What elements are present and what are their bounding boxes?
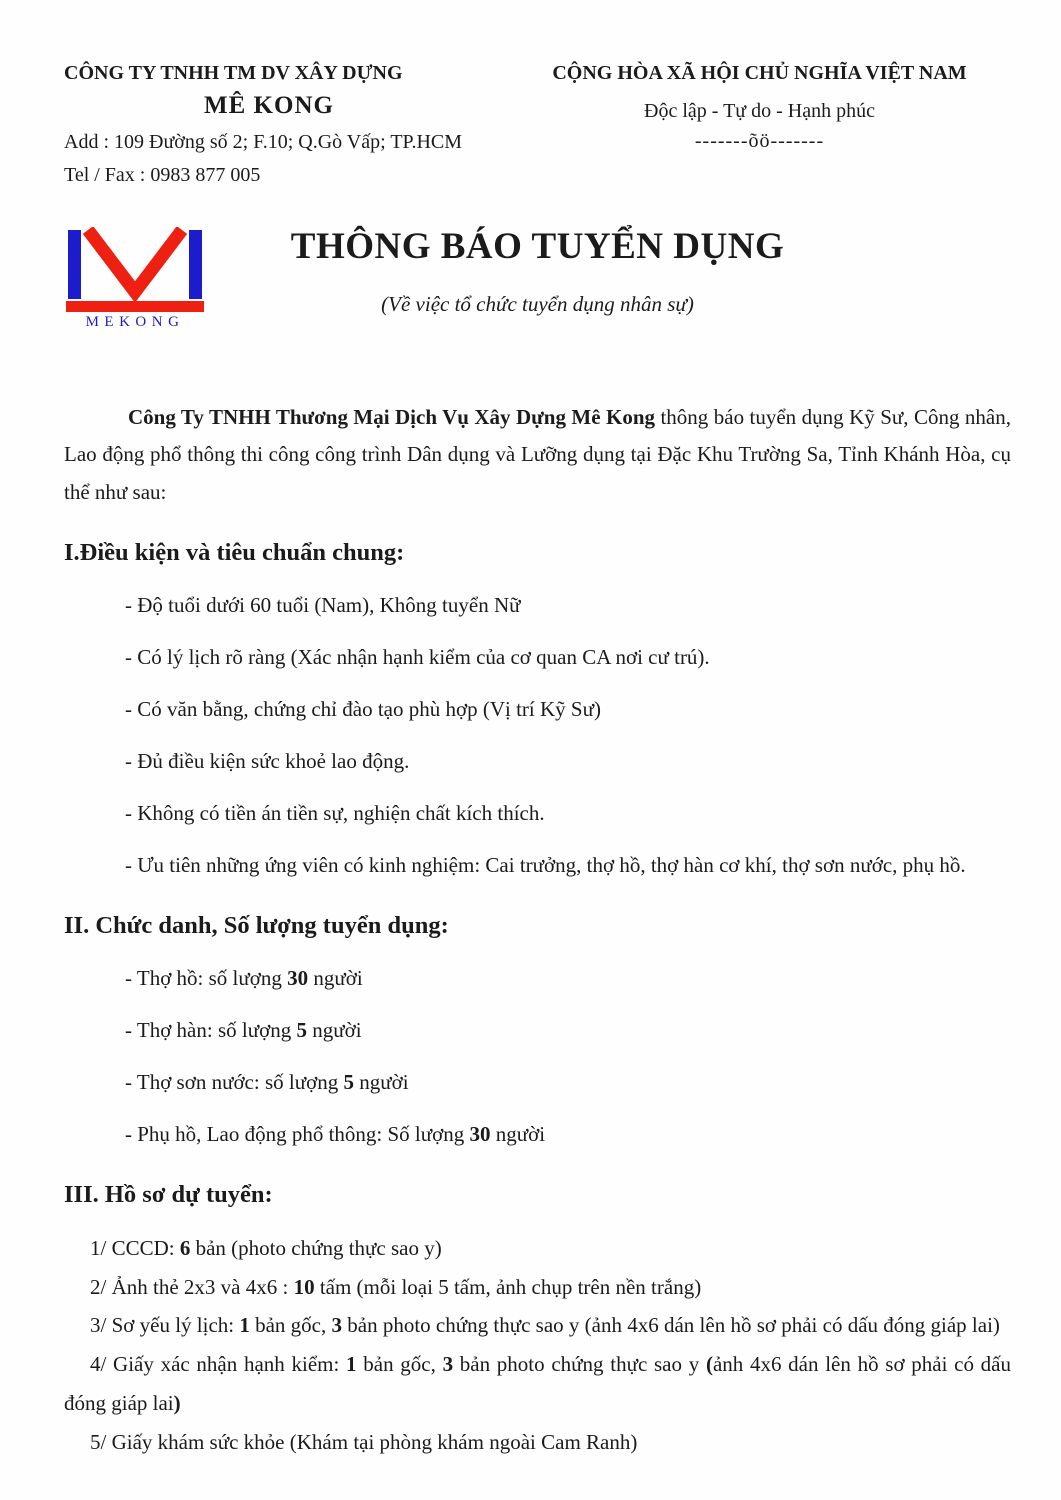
national-header: CỘNG HÒA XÃ HỘI CHỦ NGHĨA VIỆT NAM xyxy=(552,62,967,84)
logo-v-shape xyxy=(88,230,182,292)
document-list-item: 2/ Ảnh thẻ 2x3 và 4x6 : 10 tấm (mỗi loại 5 tấm, ảnh chụp trên nền trắng) xyxy=(90,1274,702,1299)
national-motto: Độc lập - Tự do - Hạnh phúc xyxy=(644,100,875,122)
bullet-item: - Phụ hồ, Lao động phổ thông: Số lượng 30 người xyxy=(125,1121,546,1146)
company-block xyxy=(64,62,474,187)
logo-base-bar xyxy=(66,301,204,312)
title-area xyxy=(64,225,1011,377)
company-tel-fax: Tel / Fax : 0983 877 005 xyxy=(64,164,261,186)
intro-company-bold: Công Ty TNHH Thương Mại Dịch Vụ Xây Dựng Mê Kong xyxy=(128,405,656,429)
section-heading-II: II. Chức danh, Số lượng tuyển dụng: xyxy=(64,911,449,939)
document-sections xyxy=(64,539,1011,1462)
bullet-item: - Có lý lịch rõ ràng (Xác nhận hạnh kiểm của cơ quan CA nơi cư trú). xyxy=(125,645,710,670)
logo-wordmark: MEKONG xyxy=(85,314,185,327)
document-list-item: 4/ Giấy xác nhận hạnh kiểm: 1 bản gốc, 3 bản photo chứng thực sao y (ảnh 4x6 dán lên hồ sơ phải có dấu đóng giáp lai) xyxy=(64,1352,1011,1416)
section-heading-I: I.Điều kiện và tiêu chuẩn chung: xyxy=(64,539,405,567)
document-list-item: 5/ Giấy khám sức khỏe (Khám tại phòng khám ngoài Cam Ranh) xyxy=(90,1429,638,1454)
logo-left-bar xyxy=(68,230,81,299)
bullet-item: - Thợ hồ: số lượng 30 người xyxy=(125,965,363,990)
bullet-item: - Đủ điều kiện sức khoẻ lao động. xyxy=(125,748,410,773)
bullet-item: - Độ tuổi dưới 60 tuổi (Nam), Không tuyển Nữ xyxy=(125,593,521,618)
document-list-item: 1/ CCCD: 6 bản (photo chứng thực sao y) xyxy=(90,1235,442,1260)
header-separator: -------õö------- xyxy=(694,130,825,152)
company-address: Add : 109 Đường số 2; F.10; Q.Gò Vấp; TP.HCM xyxy=(64,131,463,153)
mekong-logo-icon xyxy=(64,227,206,327)
bullet-item: - Có văn bằng, chứng chỉ đào tạo phù hợp (Vị trí Kỹ Sư) xyxy=(125,697,601,722)
letterhead xyxy=(64,62,1011,187)
intro-rest: thông báo tuyển dụng Kỹ Sư, Công nhân, Lao động phổ thông thi công công trình Dân dụng và Lưỡng dụng tại Đặc Khu Trường Sa, Tỉnh Khánh Hòa, cụ thể như sau: xyxy=(64,405,1011,504)
document-list-item: 3/ Sơ yếu lý lịch: 1 bản gốc, 3 bản photo chứng thực sao y (ảnh 4x6 dán lên hồ sơ phải có dấu đóng giáp lai) xyxy=(90,1313,1000,1338)
national-header-block xyxy=(474,62,1011,153)
company-name-line2: MÊ KONG xyxy=(204,92,334,119)
bullet-item: - Không có tiền án tiền sự, nghiện chất kích thích. xyxy=(125,800,545,825)
bullet-item: - Thợ sơn nước: số lượng 5 người xyxy=(125,1069,409,1094)
bullet-item: - Ưu tiên những ứng viên có kinh nghiệm: Cai trưởng, thợ hồ, thợ hàn cơ khí, thợ sơn nước, phụ hồ. xyxy=(125,852,966,877)
bullet-item: - Thợ hàn: số lượng 5 người xyxy=(125,1017,362,1042)
intro-paragraph xyxy=(64,399,1011,511)
document-subtitle: (Về việc tổ chức tuyển dụng nhân sự) xyxy=(381,292,694,316)
logo-right-bar xyxy=(189,230,202,299)
section-heading-III: III. Hồ sơ dự tuyển: xyxy=(64,1180,273,1208)
document-title: THÔNG BÁO TUYỂN DỤNG xyxy=(290,226,785,267)
company-name-line1: CÔNG TY TNHH TM DV XÂY DỰNG xyxy=(64,62,403,84)
